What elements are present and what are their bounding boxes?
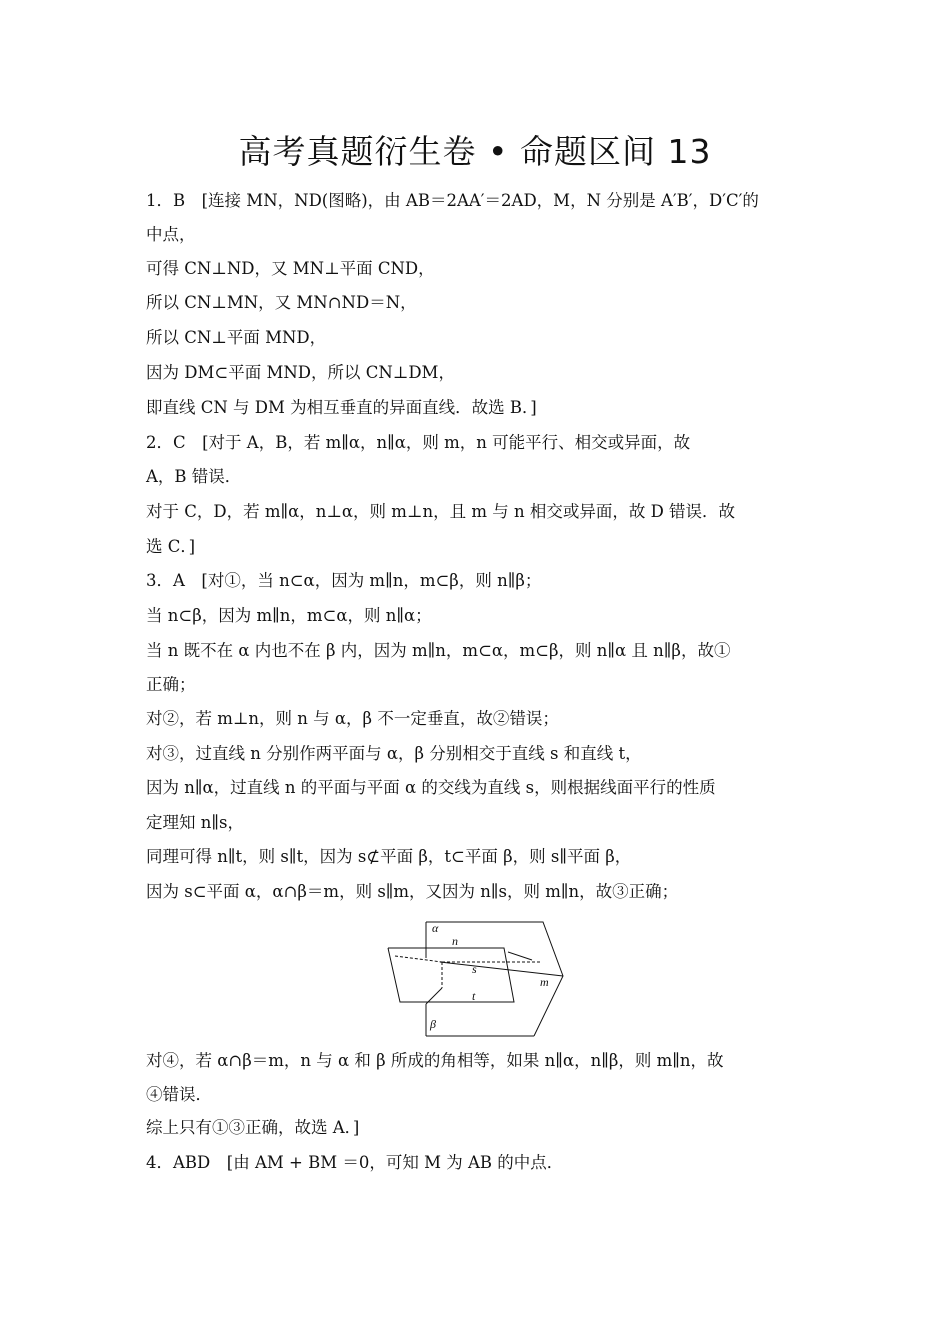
answer-3-line-10: 因为 s⊂平面 α，α∩β＝m，则 s∥m，又因为 n∥s，则 m∥n，故③正确； xyxy=(146,882,679,901)
answer-2-line-2: A，B 错误． xyxy=(146,467,242,486)
answer-1-line-1: 1．B [连接 MN，ND(图略)，由 AB＝2AA′＝2AD，M，N 分别是 A′B′，D′C′的 xyxy=(146,191,759,210)
answer-4-line-1: 4．ABD [由 AM + BM ＝0，可知 M 为 AB 的中点． xyxy=(146,1153,564,1172)
label-alpha: α xyxy=(432,921,439,935)
answer-3-line-11: 对④，若 α∩β＝m，n 与 α 和 β 所成的角相等，如果 n∥α，n∥β，则 m∥n，故 xyxy=(146,1051,724,1070)
answer-3-line-13: 综上只有①③正确，故选 A．] xyxy=(146,1118,360,1137)
answer-3-line-7: 因为 n∥α，过直线 n 的平面与平面 α 的交线为直线 s，则根据线面平行的性质 xyxy=(146,778,716,797)
answer-1-line-6: 因为 DM⊂平面 MND，所以 CN⊥DM， xyxy=(146,363,455,382)
answer-3-line-6: 对③，过直线 n 分别作两平面与 α，β 分别相交于直线 s 和直线 t， xyxy=(146,744,642,763)
answer-3-line-5: 对②，若 m⊥n，则 n 与 α，β 不一定垂直，故②错误； xyxy=(146,709,559,728)
answer-1-line-2: 中点， xyxy=(146,225,196,244)
answer-1-line-5: 所以 CN⊥平面 MND， xyxy=(146,328,327,347)
answer-2-line-1: 2．C [对于 A，B，若 m∥α，n∥α，则 m，n 可能平行、相交或异面，故 xyxy=(146,433,691,452)
answer-3-line-3: 当 n 既不在 α 内也不在 β 内，因为 m∥n，m⊂α，m⊂β，则 n∥α 且 n∥β，故① xyxy=(146,641,731,660)
answer-3-line-1: 3．A [对①，当 n⊂α，因为 m∥n，m⊂β，则 n∥β； xyxy=(146,571,542,590)
answer-3-line-9: 同理可得 n∥t，则 s∥t，因为 s⊄平面 β，t⊂平面 β，则 s∥平面 β， xyxy=(146,847,632,866)
answer-3-line-4: 正确； xyxy=(146,675,196,694)
label-beta: β xyxy=(430,1017,436,1031)
label-m: m xyxy=(540,975,549,989)
answer-1-line-4: 所以 CN⊥MN，又 MN∩ND＝N， xyxy=(146,293,417,312)
planes-figure xyxy=(380,918,570,1040)
answer-3-line-2: 当 n⊂β，因为 m∥n，m⊂α，则 n∥α； xyxy=(146,606,432,625)
label-t: t xyxy=(472,989,476,1003)
answer-2-line-4: 选 C．] xyxy=(146,537,196,556)
label-n: n xyxy=(452,934,458,948)
answer-1-line-7: 即直线 CN 与 DM 为相互垂直的异面直线．故选 B．] xyxy=(146,398,537,417)
page-title: 高考真题衍生卷 • 命题区间 13 xyxy=(238,132,712,171)
answer-3-line-8: 定理知 n∥s， xyxy=(146,813,244,832)
answer-3-line-12: ④错误． xyxy=(146,1085,212,1104)
label-s: s xyxy=(472,962,477,976)
answer-1-line-3: 可得 CN⊥ND，又 MN⊥平面 CND， xyxy=(146,259,435,278)
answer-2-line-3: 对于 C，D，若 m∥α，n⊥α，则 m⊥n，且 m 与 n 相交或异面，故 D 错误．故 xyxy=(146,502,736,521)
